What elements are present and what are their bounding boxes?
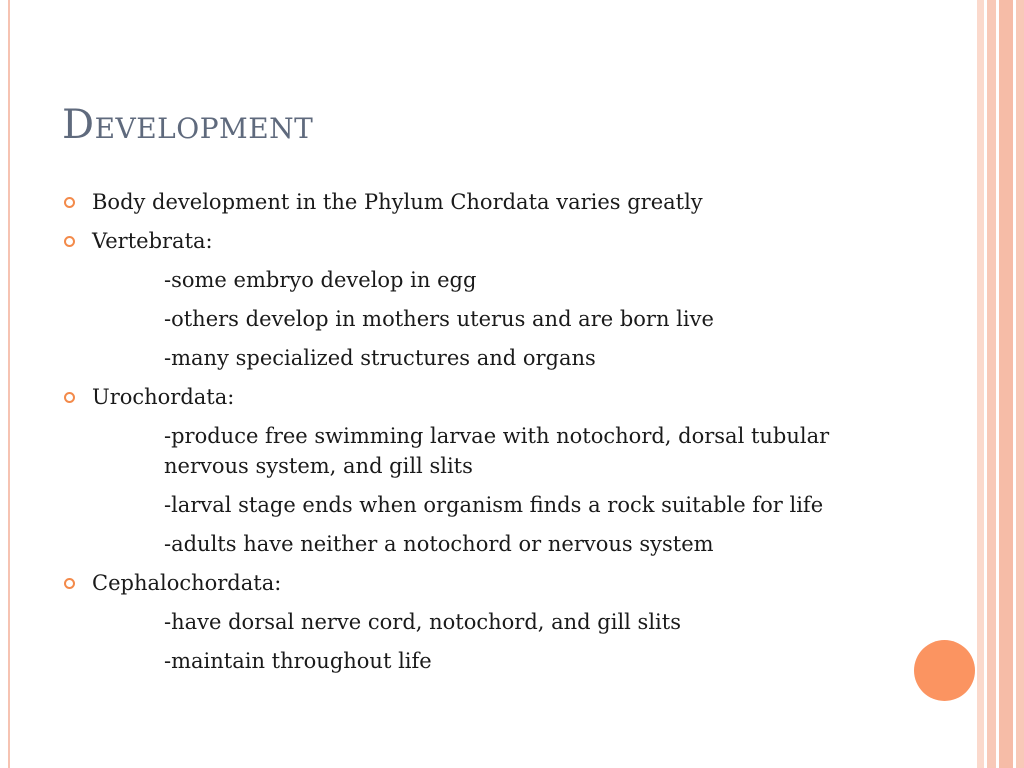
right-stripe	[1016, 0, 1024, 768]
left-border-line	[8, 0, 10, 768]
sub-item-text: -some embryo develop in egg	[164, 268, 477, 292]
sub-item	[64, 490, 864, 520]
circle-outline-icon	[64, 578, 75, 589]
sub-item-text: -produce free swimming larvae with notochord, dorsal tubular nervous system, and gill slits	[164, 424, 830, 478]
bullet-item	[64, 568, 864, 598]
sub-item	[64, 265, 864, 295]
sub-item-text: -adults have neither a notochord or nervous system	[164, 532, 714, 556]
sub-item	[64, 529, 864, 559]
bullet-item	[64, 382, 864, 412]
slide-title: Development	[62, 102, 314, 148]
bullet-text: Cephalochordata:	[92, 571, 282, 595]
circle-outline-icon	[64, 197, 75, 208]
slide-body	[64, 187, 864, 685]
sub-item	[64, 421, 864, 481]
sub-item	[64, 343, 864, 373]
bullet-item	[64, 226, 864, 256]
bullet-text: Urochordata:	[92, 385, 235, 409]
sub-item-text: -have dorsal nerve cord, notochord, and gill slits	[164, 610, 681, 634]
right-stripe	[999, 0, 1013, 768]
sub-item-text: -many specialized structures and organs	[164, 346, 596, 370]
right-stripe	[987, 0, 996, 768]
sub-item-text: -larval stage ends when organism finds a rock suitable for life	[164, 493, 824, 517]
sub-item	[64, 607, 864, 637]
sub-item	[64, 646, 864, 676]
bullet-text: Vertebrata:	[92, 229, 213, 253]
circle-outline-icon	[64, 392, 75, 403]
bullet-item	[64, 187, 864, 217]
orange-circle-decoration	[914, 640, 975, 701]
sub-item	[64, 304, 864, 334]
sub-item-text: -others develop in mothers uterus and are born live	[164, 307, 714, 331]
bullet-text: Body development in the Phylum Chordata varies greatly	[92, 190, 703, 214]
circle-outline-icon	[64, 236, 75, 247]
sub-item-text: -maintain throughout life	[164, 649, 432, 673]
right-stripe	[977, 0, 984, 768]
